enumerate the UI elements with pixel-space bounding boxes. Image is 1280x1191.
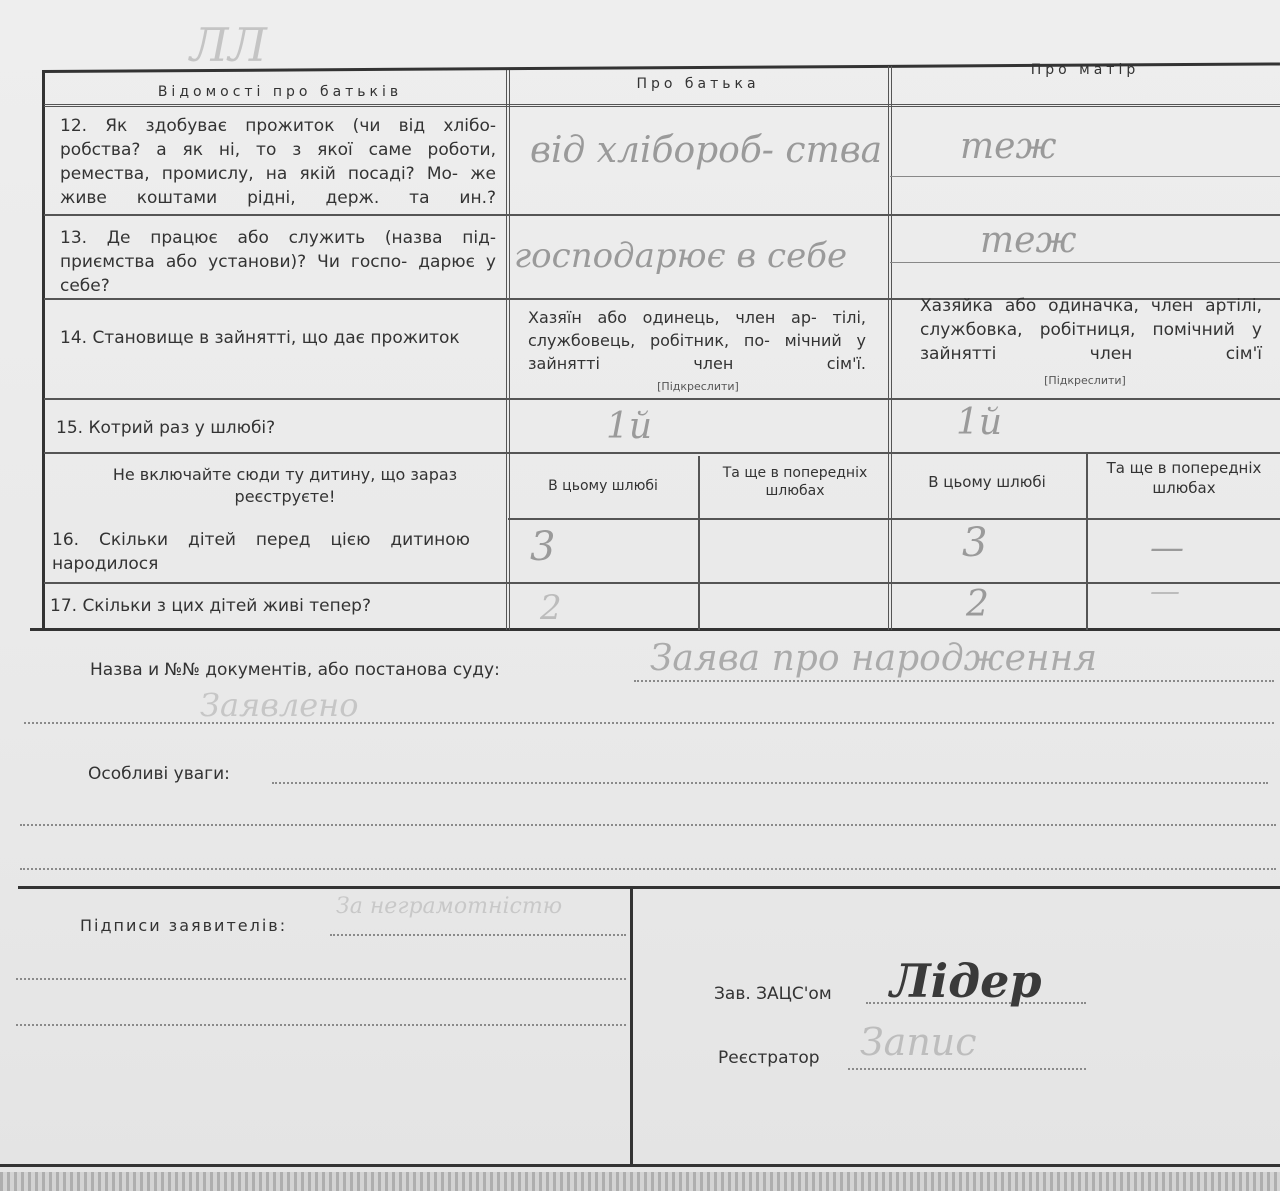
row14-question: 14. Становище в зайнятті, що дає прожиток bbox=[60, 328, 460, 348]
applicants-line-1 bbox=[330, 934, 626, 936]
col-divider-2 bbox=[888, 66, 892, 630]
mother-in-previous: Та ще в попередніх шлюбах bbox=[1106, 459, 1262, 497]
documents-label: Назва и №№ документів, або постанова суду: bbox=[90, 660, 500, 680]
documents-value-cont: Заявлено bbox=[200, 686, 359, 724]
father-in-previous: Та ще в попередніх шлюбах bbox=[722, 465, 868, 499]
top-pencil-note: ЛЛ bbox=[190, 18, 267, 72]
col-divider-father-sub bbox=[698, 456, 700, 630]
registrar-label: Реєстратор bbox=[718, 1048, 820, 1068]
father-in-this-marriage: В цьому шлюбі bbox=[548, 478, 658, 494]
signature-top-border bbox=[18, 886, 1280, 889]
header-divider bbox=[44, 104, 1280, 107]
remarks-line-3 bbox=[20, 868, 1276, 870]
header-father: Про батька bbox=[636, 76, 760, 92]
row12-mother-answer: теж bbox=[960, 126, 1057, 167]
documents-value: Заява про народження bbox=[650, 638, 1098, 679]
mother-in-this-marriage: В цьому шлюбі bbox=[928, 473, 1046, 491]
row17-father-this: 2 bbox=[540, 588, 562, 628]
row16-question: 16. Скільки дітей перед цією дитиною народилося bbox=[52, 530, 470, 574]
row16-mother-this: 3 bbox=[962, 520, 988, 566]
row13-question: 13. Де працює або служить (назва під- приємства або установи)? Чи госпо- дарює у себе? bbox=[60, 228, 496, 296]
row13-mother-line bbox=[890, 262, 1280, 263]
row14-mother-options: Хазяйка або одиначка, член артілі, службовка, робітниця, помічний у зайнятті член сім'ї bbox=[920, 296, 1262, 364]
table-bottom-border bbox=[30, 628, 1280, 631]
remarks-label: Особливі уваги: bbox=[88, 764, 230, 784]
col-divider-1 bbox=[506, 70, 510, 630]
row12-question: 12. Як здобуває прожиток (чи від хлібо- робства? а як ні, то з якої саме роботи, ремества, промислу, на якій посаді? Мо- же живе коштами рідні, держ. та ин.? bbox=[60, 116, 496, 208]
children-warning: Не включайте сюди ту дитину, що зараз реєструєте! bbox=[112, 465, 458, 506]
page-bottom-border bbox=[0, 1164, 1280, 1167]
children-header-divider bbox=[508, 518, 1280, 520]
row16-mother-prev: — bbox=[1150, 528, 1184, 568]
row16-divider bbox=[44, 582, 1280, 584]
row12-father-answer: від хлібороб- ства bbox=[530, 130, 883, 171]
row15-mother-answer: 1й bbox=[956, 402, 1003, 443]
registrar-signature: Запис bbox=[860, 1020, 977, 1064]
remarks-line-2 bbox=[20, 824, 1276, 826]
row17-mother-this: 2 bbox=[966, 584, 989, 625]
applicants-line-3 bbox=[16, 1024, 626, 1026]
row15-father-answer: 1й bbox=[606, 406, 653, 447]
row17-question: 17. Скільки з цих дітей живі тепер? bbox=[50, 596, 371, 616]
row14-father-note: [Підкреслити] bbox=[657, 380, 739, 393]
row15-question: 15. Котрий раз у шлюбі? bbox=[56, 418, 276, 438]
row12-mother-line bbox=[890, 176, 1280, 177]
row14-mother-note: [Підкреслити] bbox=[1044, 374, 1126, 387]
col-divider-mother-sub bbox=[1086, 452, 1088, 630]
row14-divider bbox=[44, 398, 1280, 400]
head-label: Зав. ЗАЦС'ом bbox=[714, 984, 832, 1004]
applicants-label: Підписи заявителів: bbox=[80, 916, 288, 935]
torn-bottom-edge bbox=[0, 1172, 1280, 1191]
row16-father-this: 3 bbox=[530, 524, 556, 570]
registrar-line bbox=[848, 1068, 1086, 1070]
row14-father-options: Хазяїн або одинець, член ар- тілі, службовець, робітник, по- мічний у зайнятті член сім'ї. bbox=[528, 308, 866, 373]
row17-mother-prev: — bbox=[1150, 574, 1180, 609]
row13-father-answer: господарює в себе bbox=[514, 236, 848, 276]
row12-divider bbox=[44, 214, 1280, 216]
applicants-line-2 bbox=[16, 978, 626, 980]
documents-line-1 bbox=[634, 680, 1274, 682]
remarks-line-1 bbox=[272, 782, 1268, 784]
header-mother: Про матір bbox=[1030, 62, 1140, 78]
row15-divider bbox=[44, 452, 1280, 454]
header-info: Відомості про батьків bbox=[157, 84, 403, 100]
row13-mother-answer: теж bbox=[980, 220, 1077, 261]
applicants-value: За неграмотністю bbox=[336, 894, 563, 919]
table-left-border bbox=[42, 70, 45, 630]
head-signature: Лідер bbox=[890, 954, 1042, 1008]
signature-divider bbox=[630, 888, 633, 1164]
